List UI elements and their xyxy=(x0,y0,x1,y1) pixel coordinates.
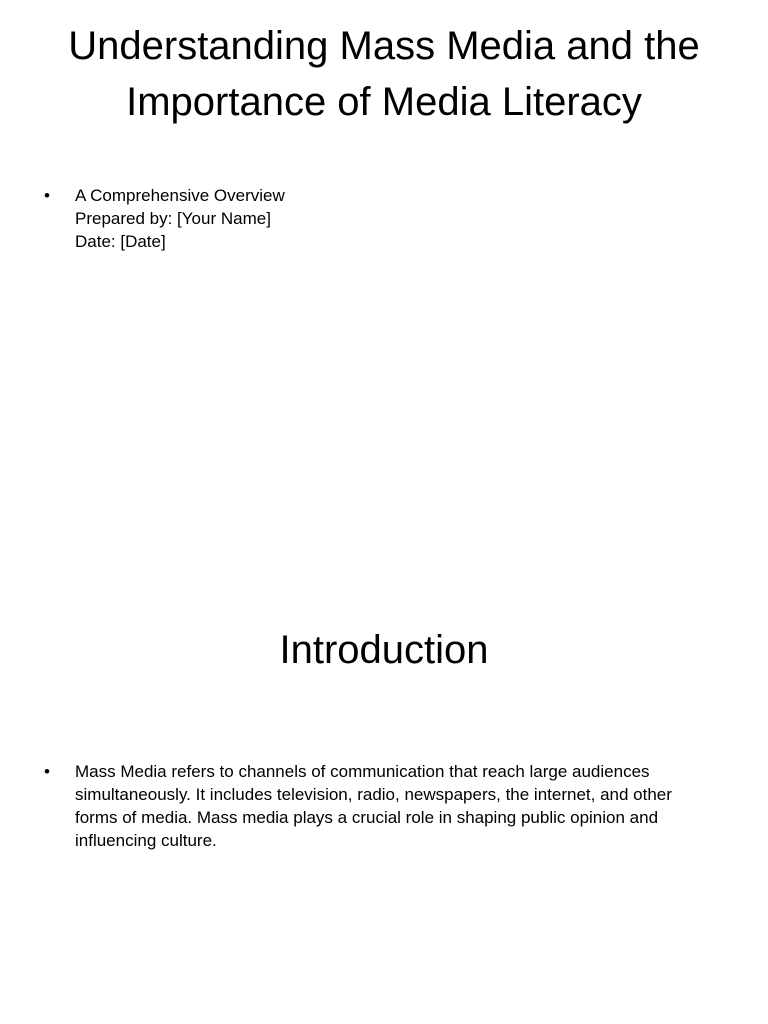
slide-introduction xyxy=(0,576,768,1024)
bullet-item xyxy=(40,184,708,253)
introduction-text: Mass Media refers to channels of communication that reach large audiences simultaneously. It includes television, radio, newspapers, the internet, and other forms of media. Mass media plays a crucial role in shaping public opinion and influencing culture. xyxy=(75,762,672,850)
slide-introduction-heading: Introduction xyxy=(279,628,489,672)
bullet-item xyxy=(40,760,708,852)
bullet-icon: • xyxy=(44,186,50,205)
bullet-icon: • xyxy=(44,762,50,781)
bullet-list xyxy=(40,760,708,852)
author-line: Prepared by: [Your Name] xyxy=(75,209,271,228)
subtitle-line: A Comprehensive Overview xyxy=(75,186,285,205)
slide-title-heading: Understanding Mass Media and the Importance of Media Literacy xyxy=(68,24,700,124)
bullet-list xyxy=(40,184,708,253)
date-line: Date: [Date] xyxy=(75,232,166,251)
